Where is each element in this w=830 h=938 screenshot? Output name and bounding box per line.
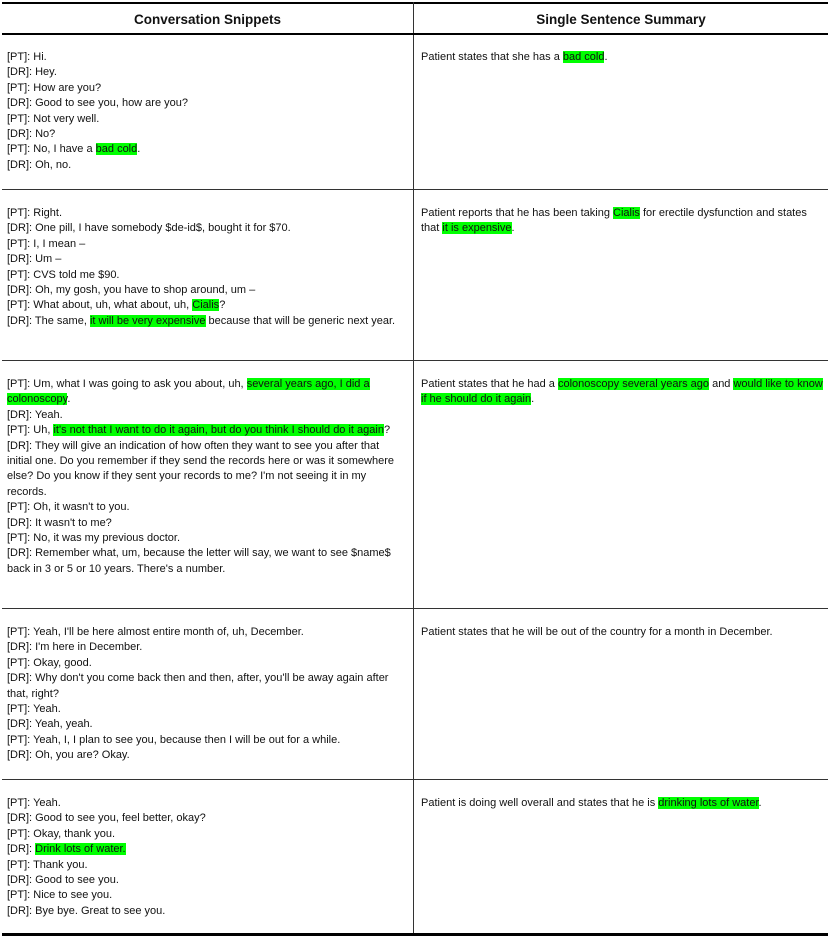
- text-segment: [DR]: I'm here in December.: [7, 641, 143, 654]
- header-bottom-border: [2, 33, 828, 35]
- text-segment: [DR]: Oh, no.: [7, 158, 72, 171]
- highlighted-text: bad cold: [95, 143, 138, 156]
- dialogue-line: [7, 50, 402, 65]
- dialogue-line: [7, 796, 402, 811]
- dialogue-line: [7, 96, 402, 111]
- text-segment: Patient states that he will be out of the country for a month in December.: [421, 626, 773, 638]
- text-segment: [DR]: Good to see you, feel better, okay?: [7, 812, 206, 825]
- dialogue-line: [7, 500, 402, 515]
- summary-cell: [421, 625, 821, 640]
- text-segment: [PT]: How are you?: [7, 81, 102, 94]
- highlighted-text: it's not that I want to do it again, but do you think I should do it again: [53, 424, 384, 437]
- text-segment: [PT]: Yeah, I'll be here almost entire month of, uh, December.: [7, 626, 304, 638]
- column-divider: [413, 2, 414, 935]
- text-segment: .: [758, 797, 762, 809]
- text-segment: [DR]: Why don't you come back then and then, after, you'll be away again after that, right?: [7, 672, 389, 700]
- row-divider: [2, 189, 828, 190]
- text-segment: [DR]: Hey.: [7, 66, 57, 79]
- header-conversation-snippets: Conversation Snippets: [133, 11, 282, 27]
- dialogue-line: [7, 283, 402, 298]
- dialogue-line: [7, 531, 402, 546]
- text-segment: [DR]: Yeah.: [7, 408, 63, 421]
- text-segment: [PT]: Um, what I was going to ask you about, uh,: [7, 378, 247, 390]
- text-segment: [PT]: Oh, it wasn't to you.: [7, 501, 130, 514]
- highlighted-text: it will be very expensive: [89, 314, 206, 327]
- summary-cell: [421, 206, 821, 237]
- text-segment: [DR]: Good to see you, how are you?: [7, 97, 188, 110]
- highlighted-text: Cialis: [192, 299, 220, 312]
- text-segment: [DR]: No?: [7, 128, 56, 141]
- text-segment: [PT]: Okay, good.: [7, 656, 92, 669]
- summary-sentence: [421, 625, 821, 640]
- summary-cell: [421, 377, 826, 408]
- dialogue-line: [7, 748, 402, 763]
- text-segment: [DR]: Bye bye. Great to see you.: [7, 904, 166, 917]
- text-segment: [PT]: No, I have a: [7, 143, 96, 156]
- text-segment: [DR]: One pill, I have somebody $de-id$, bought it for $70.: [7, 222, 291, 235]
- text-segment: [PT]: Yeah.: [7, 703, 61, 716]
- text-segment: [DR]: Oh, you are? Okay.: [7, 749, 130, 762]
- conversation-cell: [7, 50, 402, 173]
- text-segment: .: [67, 393, 71, 406]
- text-segment: .: [604, 51, 608, 63]
- dialogue-line: [7, 112, 402, 127]
- dialogue-line: [7, 439, 402, 501]
- dialogue-line: [7, 842, 402, 857]
- conversation-cell: [7, 377, 402, 577]
- highlighted-text: it is expensive: [442, 222, 512, 235]
- dialogue-line: [7, 158, 402, 173]
- text-segment: [PT]: Right.: [7, 207, 63, 219]
- dialogue-line: [7, 65, 402, 80]
- text-segment: .: [531, 393, 535, 406]
- text-segment: [PT]: Nice to see you.: [7, 889, 113, 902]
- text-segment: [PT]: No, it was my previous doctor.: [7, 532, 181, 545]
- dialogue-line: [7, 206, 402, 221]
- text-segment: [PT]: Not very well.: [7, 112, 100, 125]
- row-divider: [2, 360, 828, 361]
- conversation-cell: [7, 206, 402, 329]
- dialogue-line: [7, 873, 402, 888]
- text-segment: [PT]: Okay, thank you.: [7, 827, 116, 840]
- conversation-cell: [7, 796, 402, 919]
- summary-sentence: [421, 377, 826, 408]
- summary-sentence: [421, 50, 821, 65]
- text-segment: [PT]: Uh,: [7, 424, 54, 437]
- text-segment: Patient states that he had a: [421, 378, 558, 390]
- text-segment: [PT]: Yeah, I, I plan to see you, because then I will be out for a while.: [7, 733, 341, 746]
- text-segment: [PT]: What about, uh, what about, uh,: [7, 299, 193, 312]
- text-segment: [DR]:: [7, 843, 36, 856]
- text-segment: [DR]: Um –: [7, 253, 62, 266]
- text-segment: [PT]: Thank you.: [7, 858, 88, 871]
- dialogue-line: [7, 656, 402, 671]
- dialogue-line: [7, 142, 402, 157]
- dialogue-line: [7, 127, 402, 142]
- summary-cell: [421, 796, 821, 811]
- text-segment: Patient states that she has a: [421, 51, 563, 63]
- row-divider: [2, 779, 828, 780]
- text-segment: because that will be generic next year.: [205, 314, 396, 327]
- summary-sentence: [421, 796, 821, 811]
- dialogue-line: [7, 423, 402, 438]
- conversation-cell: [7, 625, 402, 764]
- dialogue-line: [7, 314, 402, 329]
- text-segment: .: [137, 143, 141, 156]
- text-segment: [PT]: CVS told me $90.: [7, 268, 120, 281]
- text-segment: [DR]: Remember what, um, because the letter will say, we want to see $name$ back in 3 or 5 or 10 years. There's a number.: [7, 547, 391, 575]
- text-segment: [PT]: Hi.: [7, 51, 47, 63]
- text-segment: [DR]: Good to see you.: [7, 874, 119, 887]
- text-segment: for erectile dysfunction and states that: [421, 207, 807, 235]
- text-segment: [DR]: Oh, my gosh, you have to shop around, um –: [7, 284, 256, 297]
- text-segment: [PT]: Yeah.: [7, 797, 61, 809]
- text-segment: Patient is doing well overall and states that he is: [421, 797, 659, 809]
- highlighted-text: Drink lots of water.: [35, 843, 126, 856]
- dialogue-line: [7, 252, 402, 267]
- text-segment: and: [709, 378, 734, 390]
- dialogue-line: [7, 408, 402, 423]
- dialogue-line: [7, 377, 402, 408]
- highlighted-text: several years ago, I did a colonoscopy: [7, 378, 370, 406]
- dialogue-line: [7, 516, 402, 531]
- dialogue-line: [7, 858, 402, 873]
- highlighted-text: drinking lots of water: [658, 797, 759, 809]
- summary-cell: [421, 50, 821, 65]
- dialogue-line: [7, 827, 402, 842]
- header-single-sentence-summary: Single Sentence Summary: [536, 11, 706, 27]
- text-segment: [DR]: The same,: [7, 314, 90, 327]
- summary-sentence: [421, 206, 821, 237]
- highlighted-text: bad cold: [562, 51, 605, 63]
- highlighted-text: would like to know if he should do it again: [421, 378, 823, 406]
- dialogue-line: [7, 268, 402, 283]
- text-segment: ?: [219, 299, 226, 312]
- text-segment: [DR]: They will give an indication of how often they want to see you after that initial one. Do you remember if they send the records here or was it somewhere else? Do you know if they sent your records to me? I'm not seeing it in my records.: [7, 439, 395, 498]
- table-bottom-border: [2, 933, 828, 936]
- dialogue-line: [7, 81, 402, 96]
- dialogue-line: [7, 811, 402, 826]
- text-segment: .: [511, 222, 515, 235]
- highlighted-text: Cialis: [613, 207, 640, 219]
- text-segment: Patient reports that he has been taking: [421, 207, 614, 219]
- dialogue-line: [7, 702, 402, 717]
- dialogue-line: [7, 671, 402, 702]
- dialogue-line: [7, 640, 402, 655]
- dialogue-line: [7, 717, 402, 732]
- text-segment: [PT]: I, I mean –: [7, 237, 86, 250]
- dialogue-line: [7, 888, 402, 903]
- dialogue-line: [7, 625, 402, 640]
- dialogue-line: [7, 904, 402, 919]
- text-segment: ?: [383, 424, 391, 437]
- text-segment: [DR]: Yeah, yeah.: [7, 718, 93, 731]
- dialogue-line: [7, 546, 402, 577]
- highlighted-text: colonoscopy several years ago: [557, 378, 710, 390]
- text-segment: [DR]: It wasn't to me?: [7, 516, 112, 529]
- row-divider: [2, 608, 828, 609]
- dialogue-line: [7, 733, 402, 748]
- dialogue-line: [7, 221, 402, 236]
- dialogue-line: [7, 237, 402, 252]
- dialogue-line: [7, 298, 402, 313]
